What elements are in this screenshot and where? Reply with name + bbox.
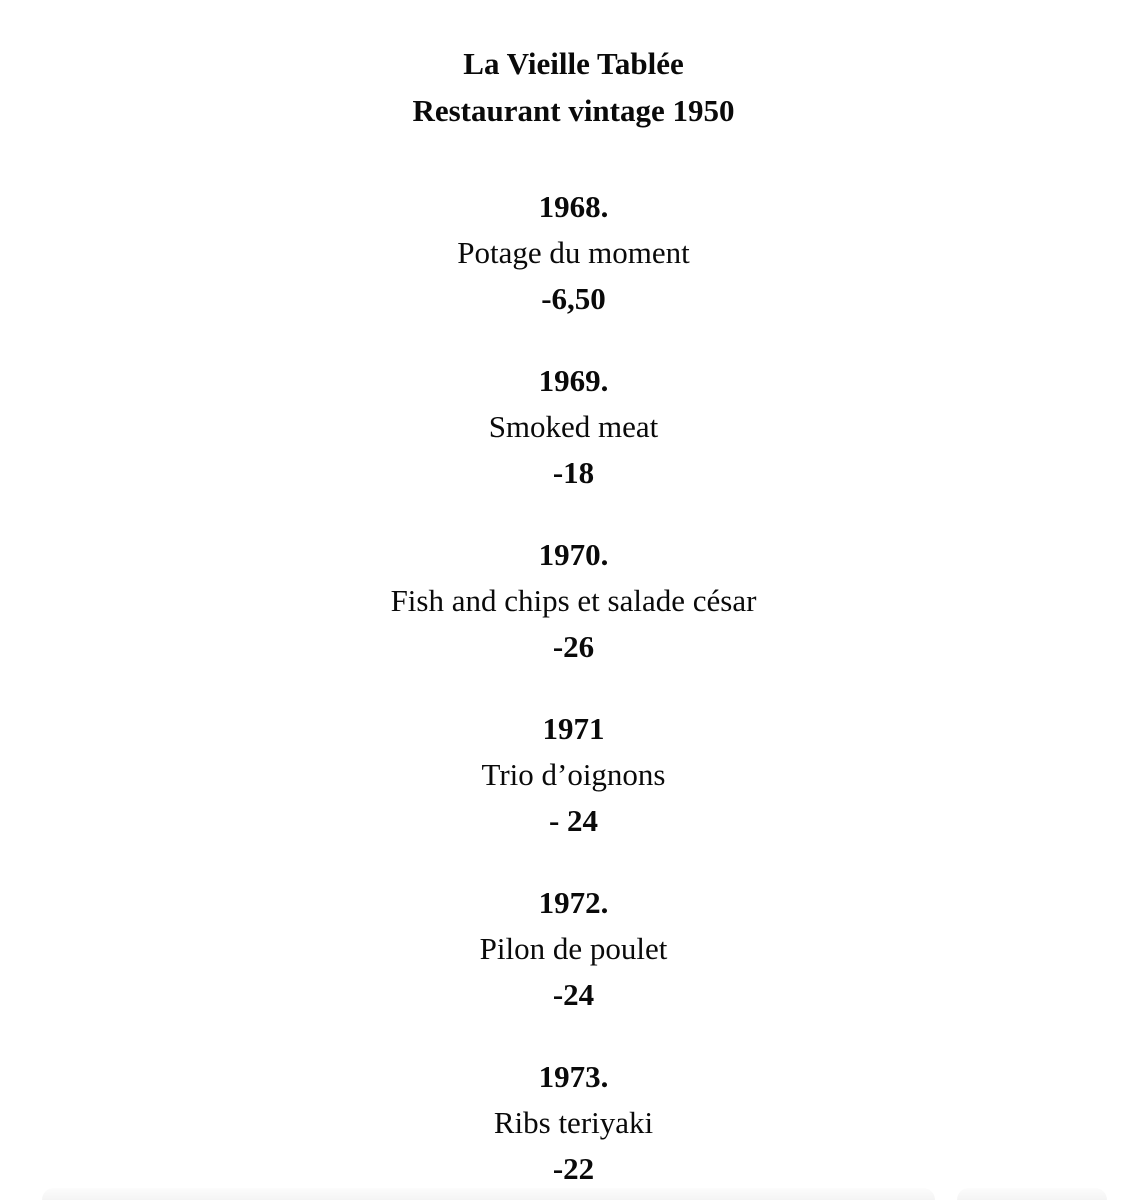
menu-item-name: Trio d’oignons (481, 757, 666, 792)
menu-item-year: 1972. (538, 885, 609, 920)
menu-item-name: Ribs teriyaki (493, 1105, 654, 1140)
menu-item-price: -26 (552, 629, 595, 664)
menu-item-price: -18 (552, 455, 595, 490)
menu-item-year: 1971 (542, 711, 605, 746)
bottom-card-edge-left (42, 1188, 935, 1200)
menu-item (0, 532, 1147, 670)
menu-title: La Vieille Tablée (463, 46, 684, 81)
menu-item-year: 1968. (538, 189, 609, 224)
menu-item-price: -6,50 (541, 281, 606, 316)
menu-item-name: Smoked meat (488, 409, 659, 444)
menu-subtitle: Restaurant vintage 1950 (412, 93, 735, 128)
menu-item (0, 358, 1147, 496)
menu-item (0, 880, 1147, 1018)
menu-item-year: 1969. (538, 363, 609, 398)
menu-item (0, 184, 1147, 322)
menu-item-name: Potage du moment (457, 235, 690, 270)
menu-item-year: 1973. (538, 1059, 609, 1094)
menu-item-price: -22 (552, 1151, 595, 1186)
menu-item-price: - 24 (548, 803, 599, 838)
menu-item (0, 1054, 1147, 1192)
menu-item-list (0, 184, 1147, 1192)
menu-header (0, 40, 1147, 134)
bottom-card-edge-right (957, 1188, 1107, 1200)
menu-item-name: Fish and chips et salade césar (390, 583, 757, 618)
menu-item-year: 1970. (538, 537, 609, 572)
menu-item-price: -24 (552, 977, 595, 1012)
menu-item (0, 706, 1147, 844)
menu-item-name: Pilon de poulet (479, 931, 668, 966)
